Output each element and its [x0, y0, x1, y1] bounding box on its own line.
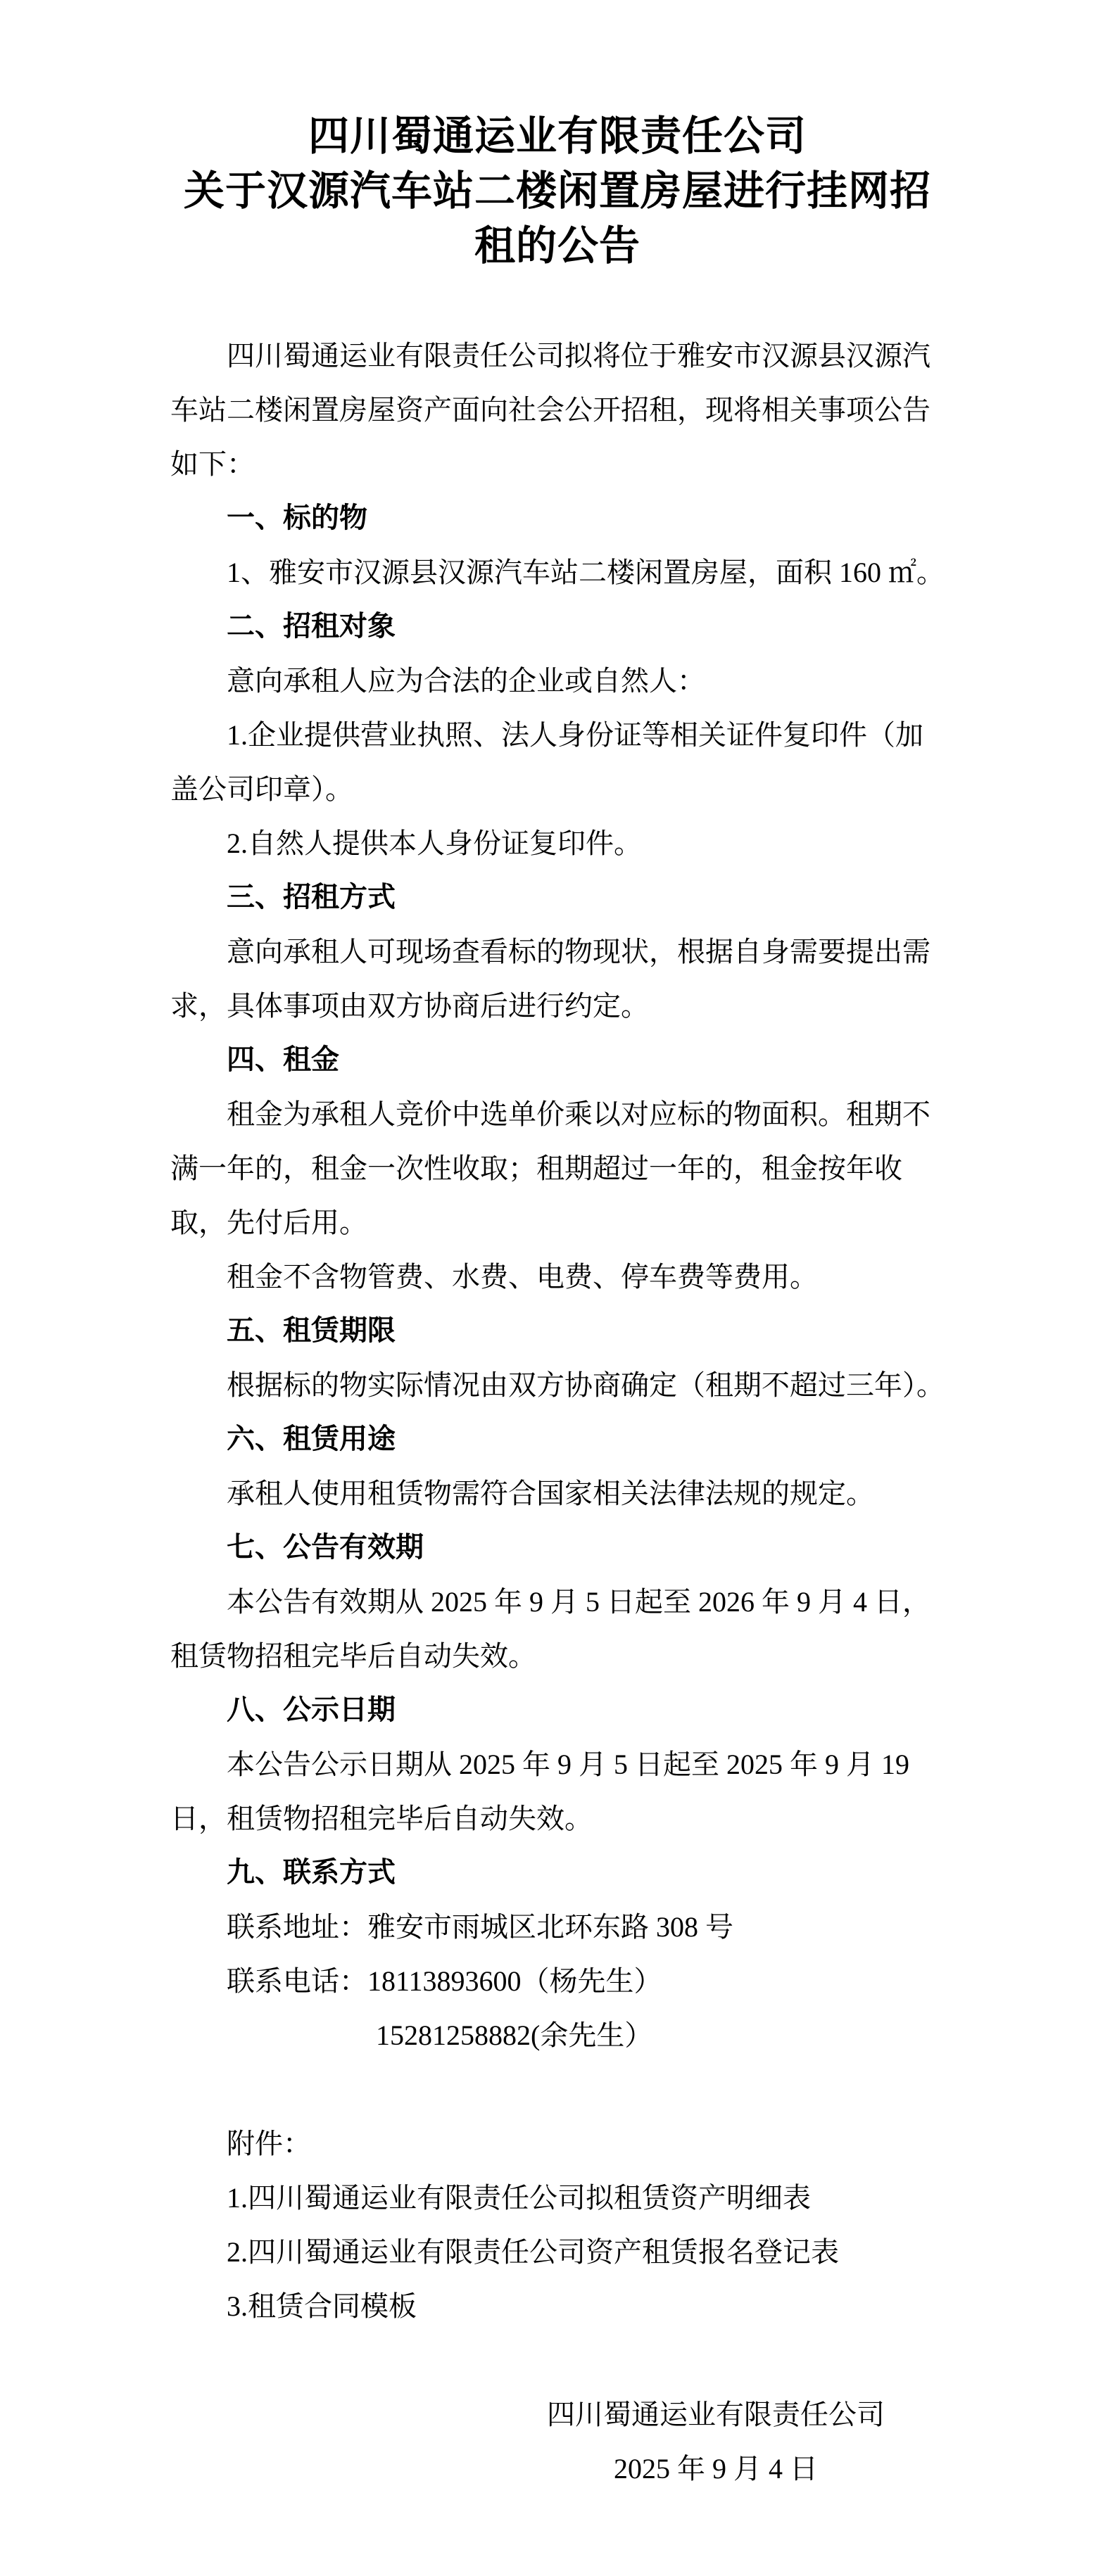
attachments-label: 附件： [227, 2128, 311, 2159]
section-paragraph: 租金不含物管费、水费、电费、停车费等费用。 [227, 1261, 818, 1293]
section-paragraph: 1、雅安市汉源县汉源汽车站二楼闲置房屋，面积 160 ㎡。 [227, 557, 945, 588]
section-paragraph: 15281258882(余先生） [376, 2019, 653, 2051]
section-heading: 五、租赁期限 [227, 1315, 396, 1346]
attachment-list [170, 2171, 945, 2333]
section-paragraph: 根据标的物实际情况由双方协商确定（租期不超过三年）。 [227, 1369, 945, 1401]
section-paragraph: 联系地址：雅安市雨城区北环东路 308 号 [227, 1911, 733, 1943]
intro-paragraph: 四川蜀通运业有限责任公司拟将位于雅安市汉源县汉源汽车站二楼闲置房屋资产面向社会公开招租，现将相关事项公告如下： [170, 340, 930, 480]
section-paragraph: 意向承租人可现场查看标的物现状，根据自身需要提出需求，具体事项由双方协商后进行约定。 [170, 936, 930, 1022]
signature-block [487, 2387, 945, 2496]
blank-line [170, 2062, 945, 2117]
section-heading: 六、租赁用途 [227, 1423, 396, 1454]
document-sections [170, 491, 945, 2062]
section-heading: 三、招租方式 [227, 882, 396, 913]
section-paragraph: 联系电话：18113893600（杨先生） [227, 1965, 662, 1997]
section-paragraph: 承租人使用租赁物需符合国家相关法律法规的规定。 [227, 1478, 874, 1509]
signature-company: 四川蜀通运业有限责任公司 [547, 2399, 885, 2430]
section-heading: 七、公告有效期 [227, 1532, 424, 1563]
section-heading: 四、租金 [227, 1044, 339, 1075]
section-paragraph: 租金为承租人竞价中选单价乘以对应标的物面积。租期不满一年的，租金一次性收取；租期超过一年的，租金按年收取，先付后用。 [170, 1098, 930, 1238]
section-paragraph: 2.自然人提供本人身份证复印件。 [227, 827, 642, 859]
attachment-item: 3.租赁合同模板 [227, 2290, 417, 2322]
page-title-line-2: 关于汉源汽车站二楼闲置房屋进行挂网招 [183, 168, 931, 214]
attachment-item: 1.四川蜀通运业有限责任公司拟租赁资产明细表 [227, 2182, 811, 2214]
section-heading: 二、招租对象 [227, 611, 396, 642]
page-title-line-3: 租的公告 [474, 223, 640, 269]
page-title-line-1: 四川蜀通运业有限责任公司 [308, 113, 807, 159]
section-paragraph: 本公告公示日期从 2025 年 9 月 5 日起至 2025 年 9 月 19 日，租赁物招租完毕后自动失效。 [170, 1749, 909, 1834]
blank-line [170, 2333, 945, 2387]
section-heading: 八、公示日期 [227, 1694, 396, 1725]
section-paragraph: 本公告有效期从 2025 年 9 月 5 日起至 2026 年 9 月 4 日，租赁物招租完毕后自动失效。 [170, 1586, 930, 1672]
page-title [170, 109, 945, 274]
section-paragraph: 1.企业提供营业执照、法人身份证等相关证件复印件（加盖公司印章）。 [170, 719, 923, 805]
attachment-item: 2.四川蜀通运业有限责任公司资产租赁报名登记表 [227, 2236, 839, 2268]
section-heading: 一、标的物 [227, 502, 367, 533]
signature-date: 2025 年 9 月 4 日 [614, 2453, 818, 2485]
section-paragraph: 意向承租人应为合法的企业或自然人： [227, 665, 705, 697]
document-body [170, 329, 945, 2496]
section-heading: 九、联系方式 [227, 1857, 396, 1888]
